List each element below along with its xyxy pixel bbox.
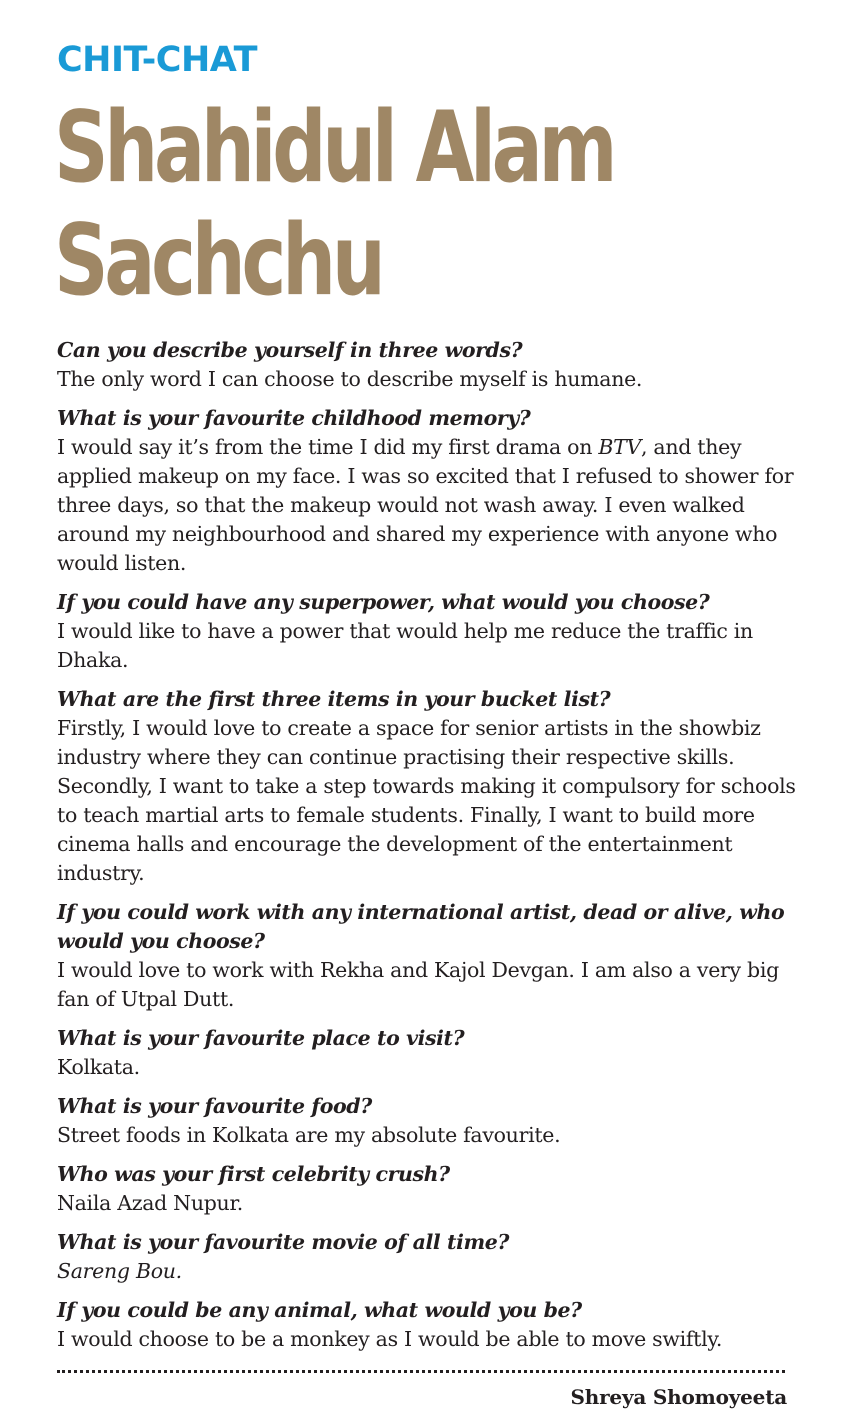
answer: I would love to work with Rekha and Kajol Devgan. I am also a very big fan of Utpal Dutt. — [57, 958, 779, 1011]
qa-item — [57, 1024, 797, 1082]
answer-italic-title: BTV — [598, 435, 641, 459]
question: What are the first three items in your bucket list? — [57, 687, 611, 711]
answer — [57, 1257, 797, 1286]
qa-item — [57, 685, 797, 888]
qa-item — [57, 336, 797, 394]
qa-item — [57, 1160, 797, 1218]
answer: I would choose to be a monkey as I would be able to move swiftly. — [57, 1327, 723, 1351]
answer — [57, 433, 797, 578]
qa-item — [57, 404, 797, 578]
question: If you could work with any international artist, dead or alive, who would you choose? — [57, 900, 785, 953]
name-line-1: Shahidul Alam — [54, 91, 614, 205]
answer-italic-title: Sareng Bou. — [57, 1259, 182, 1283]
answer: Firstly, I would love to create a space for senior artists in the showbiz industry where they can continue practising their respective skills. Secondly, I want to take a step towards making it compulsory for schools to teach martial arts to female students. Finally, I want to build more cinema halls and encourage the development of the entertainment industry. — [57, 716, 796, 885]
dotted-divider — [57, 1370, 785, 1373]
answer: The only word I can choose to describe myself is humane. — [57, 367, 643, 391]
interviewee-name — [54, 92, 613, 318]
qa-item — [57, 898, 797, 1014]
qa-item — [57, 1228, 797, 1286]
section-label: CHIT-CHAT — [57, 40, 257, 80]
answer: Street foods in Kolkata are my absolute favourite. — [57, 1123, 561, 1147]
answer-text: , and they applied makeup on my face. I was so excited that I refused to shower for three days, so that the makeup would not wash away. I even walked around my neighbourhood and shared my experience with anyone who would listen. — [57, 435, 794, 575]
qa-item — [57, 588, 797, 675]
question: Can you describe yourself in three words? — [57, 338, 523, 362]
question: What is your favourite childhood memory? — [57, 406, 531, 430]
name-line-2: Sachchu — [54, 204, 382, 318]
answer: I would like to have a power that would help me reduce the traffic in Dhaka. — [57, 619, 753, 672]
qa-item — [57, 1092, 797, 1150]
answer-text: I would say it’s from the time I did my first drama on — [57, 435, 599, 459]
question: What is your favourite food? — [57, 1094, 372, 1118]
author-byline: Shreya Shomoyeeta — [570, 1385, 787, 1409]
question: What is your favourite place to visit? — [57, 1026, 465, 1050]
qa-item — [57, 1296, 797, 1354]
question: Who was your first celebrity crush? — [57, 1162, 450, 1186]
question: If you could have any superpower, what would you choose? — [57, 590, 710, 614]
qa-list — [57, 336, 797, 1364]
answer: Kolkata. — [57, 1055, 140, 1079]
answer: Naila Azad Nupur. — [57, 1191, 243, 1215]
question: If you could be any animal, what would you be? — [57, 1298, 582, 1322]
question: What is your favourite movie of all time? — [57, 1230, 510, 1254]
